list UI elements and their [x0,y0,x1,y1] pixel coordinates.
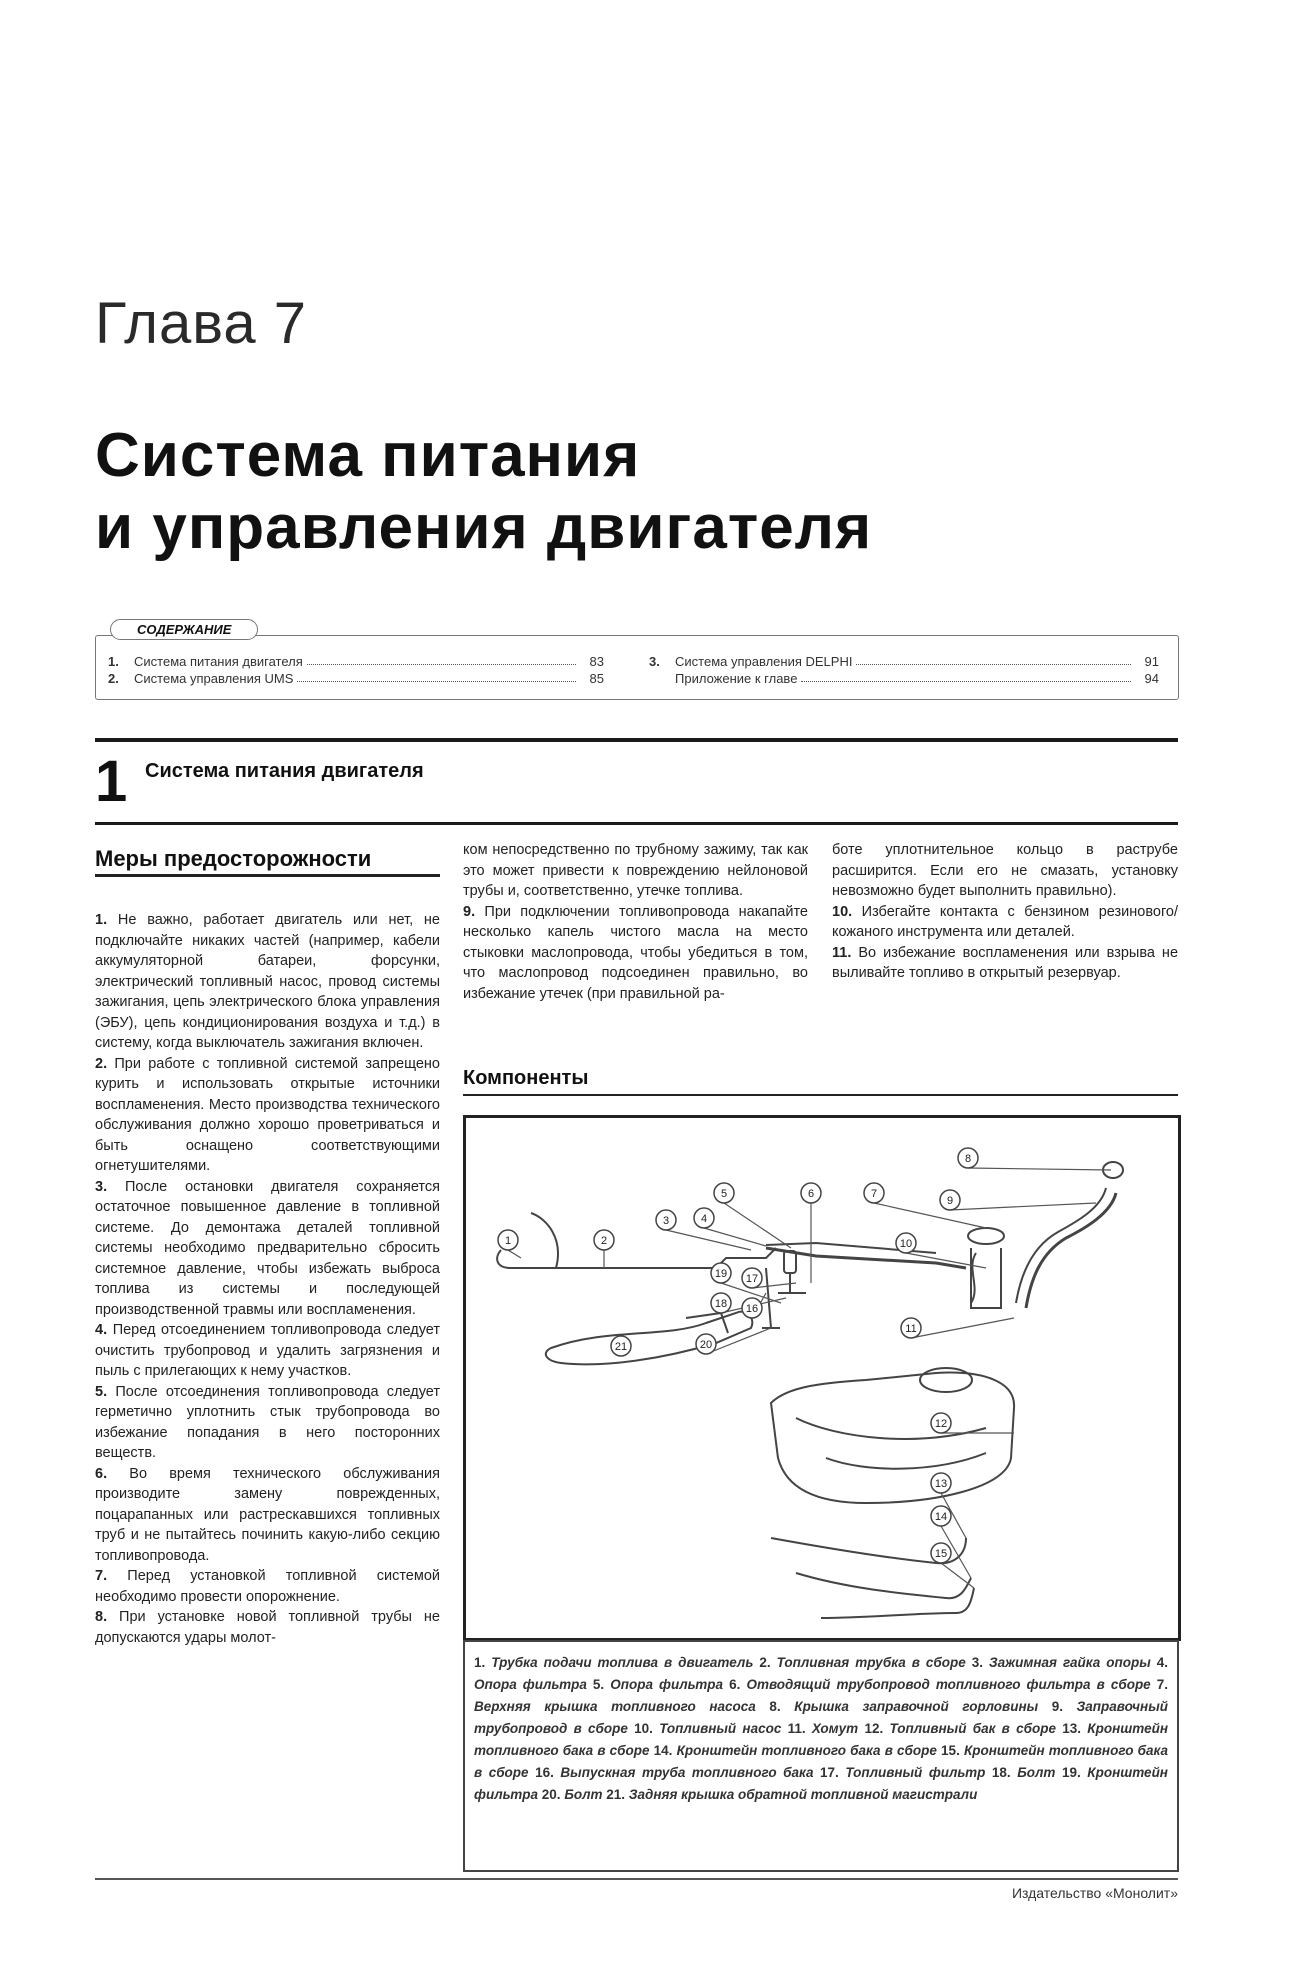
caption-item-num: 7. [1156,1677,1169,1692]
caption-item-text: Топливная трубка в сборе [776,1655,972,1670]
caption-item-text: Болт [1017,1765,1062,1780]
section-rule-bottom [95,822,1178,825]
diagram-svg [466,1118,1178,1638]
title-line-1: Система питания [95,421,641,490]
caption-item-text: Зажимная гайка опоры [988,1655,1157,1670]
caption-item [820,1765,992,1780]
callout-1 [498,1230,518,1250]
svg-text:15: 15 [934,1548,948,1560]
fuel-tank-part [796,1418,986,1469]
svg-text:17: 17 [745,1273,759,1285]
callout-14 [931,1506,951,1526]
list-item: 2. При работе с топливной системой запрещено курить и использовать открытые источники воспламенения. Место производства технического обслуживания должно хорошо проветриваться и быть оснащено соответствующими огнетушителями. [95,1055,440,1174]
svg-text:21: 21 [614,1341,628,1353]
fuel-system-diagram [463,1115,1181,1641]
caption-item-num: 16. [535,1765,561,1780]
callout-7 [864,1183,884,1203]
svg-text:9: 9 [946,1195,954,1207]
section-number: 1 [95,749,128,814]
tank-bracket-part [796,1573,971,1598]
text-column-2 [463,840,808,1004]
callout-8 [958,1148,978,1168]
caption-item [864,1721,1062,1736]
toc-item[interactable] [649,654,1159,669]
precautions-column [95,910,440,1648]
list-item: 3. После остановки двигателя сохраняется остаточное повышенное давление в топливной системе. До демонтажа деталей топливной системы необходимо предварительно сбросить системное давление, чтобы избежать выброса топлива из системы и последующей производственной травмы или воспламенения. [95,1178,440,1318]
caption-item-text: Задняя крышка обратной топливной магистрали [628,1787,978,1802]
caption-item-text: Кронштейн фильтра [474,1765,1168,1802]
caption-item-num: 21. [606,1787,629,1802]
list-item: 6. Во время технического обслуживания производите замену поврежденных, поцарапанных или растрескавшихся топливных труб и не пытайтесь починить какую-либо секцию топливопровода. [95,1465,440,1564]
caption-item-num: 18. [991,1765,1018,1780]
list-item: 10. Избегайте контакта с бензином резинового/кожаного инструмента или деталей. [832,903,1179,940]
list-item: 7. Перед установкой топливной системой необходимо провести опорожнение. [95,1568,440,1605]
list-item: 11. Во избежание воспламенения или взрыва не выливайте топливо в открытый резервуар. [832,944,1179,981]
leader-line [704,1228,766,1246]
footer-rule [95,1878,1178,1880]
leader-line [508,1250,521,1258]
caption-item-num: 14. [653,1743,677,1758]
callout-20 [696,1334,716,1354]
toc-item-num: 3. [649,654,660,669]
callout-10 [896,1233,916,1253]
svg-text:12: 12 [934,1418,948,1430]
toc-item-text: Система управления DELPHI [675,654,853,669]
caption-item [606,1787,977,1802]
caption-item [769,1699,1051,1714]
list-item: 4. Перед отсоединением топливопровода следует очистить трубопровод и удалить загрязнения и пыль с прилегающих к нему участков. [95,1322,441,1379]
svg-text:14: 14 [934,1511,948,1523]
toc-item-page: 83 [589,654,604,669]
list-item: 8. При установке новой топливной трубы не допускаются удары молот- [95,1609,440,1646]
caption-item-num: 20. [541,1787,565,1802]
caption-item-text: Крышка заправочной горловины [794,1699,1052,1714]
toc-item-text: Система питания двигателя [134,654,303,669]
toc-item[interactable] [649,671,1159,686]
list-item: ком непосредственно по трубному зажиму, так как это может привести к повреждению нейлоновой трубы и, соответственно, утечке топлива. [463,842,808,899]
toc-label: СОДЕРЖАНИЕ [110,619,258,640]
list-item: боте уплотнительное кольцо в раструбе расширится. Если его не смазать, установку невозможно будет выполнить правильно). [832,842,1178,899]
list-item: 1. Не важно, работает двигатель или нет, не подключайте никаких частей (например, кабели аккумуляторной батареи, форсунки, электрический топливный насос, провод системы зажигания, цепь электрического блока управления (ЭБУ), цепь кондиционирования воздуха и т.д.) в систему, когда выключатель зажигания включен. [95,912,440,1051]
components-heading: Компоненты [463,1067,1178,1096]
callout-17 [742,1268,762,1288]
toc-item-num [649,671,675,686]
callout-16 [742,1298,762,1318]
fuel-pipe-part [546,1248,776,1268]
toc-item-text: Система управления UMS [134,671,294,686]
pump-cover-part [968,1228,1004,1244]
toc-item[interactable] [108,671,604,686]
leader-line [911,1318,1014,1338]
caption-item [972,1655,1157,1670]
title-line-2: и управления двигателя [95,493,873,562]
svg-text:5: 5 [720,1188,728,1200]
list-item: 5. После отсоединения топливопровода следует герметично уплотнить стык трубопровода во избежание попадания в него посторонних веществ. [95,1383,441,1461]
toc-item-page: 91 [1144,654,1159,669]
publisher-footer: Издательство «Монолит» [1011,1885,1178,1901]
caption-item-text: Отводящий трубопровод топливного фильтра в сборе [746,1677,1157,1692]
caption-item-num: 8. [769,1699,795,1714]
callout-3 [656,1210,676,1230]
toc-box [95,635,1179,700]
toc-item-page: 94 [1144,671,1159,686]
toc-item-num: 1. [108,654,119,669]
leader-line [666,1230,751,1250]
caption-item-text: Хомут [811,1721,865,1736]
page-title [95,420,872,564]
callout-6 [801,1183,821,1203]
callout-11 [901,1318,921,1338]
caption-item-text: Кронштейн топливного бака в сборе [474,1743,1168,1780]
caption-item [474,1655,759,1670]
caption-item [542,1787,607,1802]
caption-item-num: 1. [474,1655,492,1670]
caption-item-num: 10. [634,1721,660,1736]
svg-text:6: 6 [807,1188,815,1200]
toc-item-page: 85 [589,671,604,686]
caption-item-num: 2. [759,1655,777,1670]
caption-item-num: 11. [787,1721,812,1736]
caption-item-text: Кронштейн топливного бака в сборе [676,1743,942,1758]
section-title: Система питания двигателя [145,760,424,782]
leader-line [874,1203,986,1228]
caption-item-num: 4. [1156,1655,1169,1670]
caption-item-text: Кронштейн топливного бака в сборе [474,1721,1168,1758]
caption-item-text: Болт [564,1787,607,1802]
callout-4 [694,1208,714,1228]
diagram-caption [463,1640,1179,1872]
caption-item [593,1677,729,1692]
caption-item-text: Топливный фильтр [845,1765,992,1780]
caption-item-text: Опора фильтра [474,1677,593,1692]
callout-13 [931,1473,951,1493]
svg-text:18: 18 [714,1298,728,1310]
callout-12 [931,1413,951,1433]
svg-text:16: 16 [745,1303,759,1315]
callout-21 [611,1336,631,1356]
toc-leader [307,654,576,665]
toc-item-num: 2. [108,671,119,686]
caption-item [535,1765,820,1780]
svg-text:7: 7 [870,1188,878,1200]
callout-19 [711,1263,731,1283]
caption-item-num: 6. [729,1677,747,1692]
svg-text:11: 11 [905,1323,917,1335]
caption-item-num: 19. [1061,1765,1088,1780]
callout-5 [714,1183,734,1203]
caption-item [654,1743,941,1758]
caption-item-text: Опора фильтра [610,1677,730,1692]
svg-text:8: 8 [964,1153,972,1165]
leader-line [950,1203,1096,1210]
caption-item-num: 15. [941,1743,964,1758]
toc-leader [801,671,1131,682]
caption-item-num: 13. [1062,1721,1088,1736]
toc-leader [297,671,576,682]
caption-item-text: Выпускная труба топливного бака [560,1765,821,1780]
caption-item-num: 5. [592,1677,611,1692]
caption-item-num: 9. [1051,1699,1077,1714]
caption-item-text: Верхняя крышка топливного насоса [474,1699,770,1714]
caption-item [729,1677,1157,1692]
caption-item [634,1721,787,1736]
caption-item [759,1655,971,1670]
caption-item-num: 17. [820,1765,846,1780]
leader-line [968,1168,1111,1170]
caption-item-num: 12. [864,1721,890,1736]
text-column-3 [832,840,1178,984]
callout-18 [711,1293,731,1313]
svg-text:3: 3 [662,1215,670,1227]
caption-item [788,1721,865,1736]
svg-text:1: 1 [504,1235,512,1247]
svg-text:19: 19 [714,1268,728,1280]
section-rule-top [95,738,1178,742]
svg-text:4: 4 [700,1213,708,1225]
fuel-pump-part [971,1248,1001,1308]
filler-pipe-part [1026,1193,1116,1308]
filter-part [784,1251,796,1273]
caption-item-text: Топливный бак в сборе [889,1721,1063,1736]
list-item: 9. При подключении топливопровода накапайте несколько капель чистого масла на место стыковки маслопровода, чтобы убедиться в том, что маслопровод подсоединен правильно, во избежание утечек (при правильной ра- [463,903,808,1002]
caption-item-text: Трубка подачи топлива в двигатель [491,1655,760,1670]
svg-text:13: 13 [934,1478,948,1490]
caption-item-num: 3. [971,1655,989,1670]
caption-item-text: Топливный насос [659,1721,788,1736]
caption-item [992,1765,1062,1780]
svg-text:2: 2 [600,1235,608,1247]
chapter-label: Глава 7 [95,291,308,356]
toc-item-text: Приложение к главе [675,671,798,686]
callout-15 [931,1543,951,1563]
toc-leader [856,654,1131,665]
caption-item-text: Заправочный трубопровод в сборе [474,1699,1168,1736]
svg-text:20: 20 [699,1339,713,1351]
leader-line [724,1203,791,1248]
rear-cover-part [546,1312,753,1365]
svg-text:10: 10 [899,1238,913,1250]
toc-item[interactable] [108,654,604,669]
callout-9 [940,1190,960,1210]
precautions-heading: Меры предосторожности [95,845,440,877]
callout-2 [594,1230,614,1250]
